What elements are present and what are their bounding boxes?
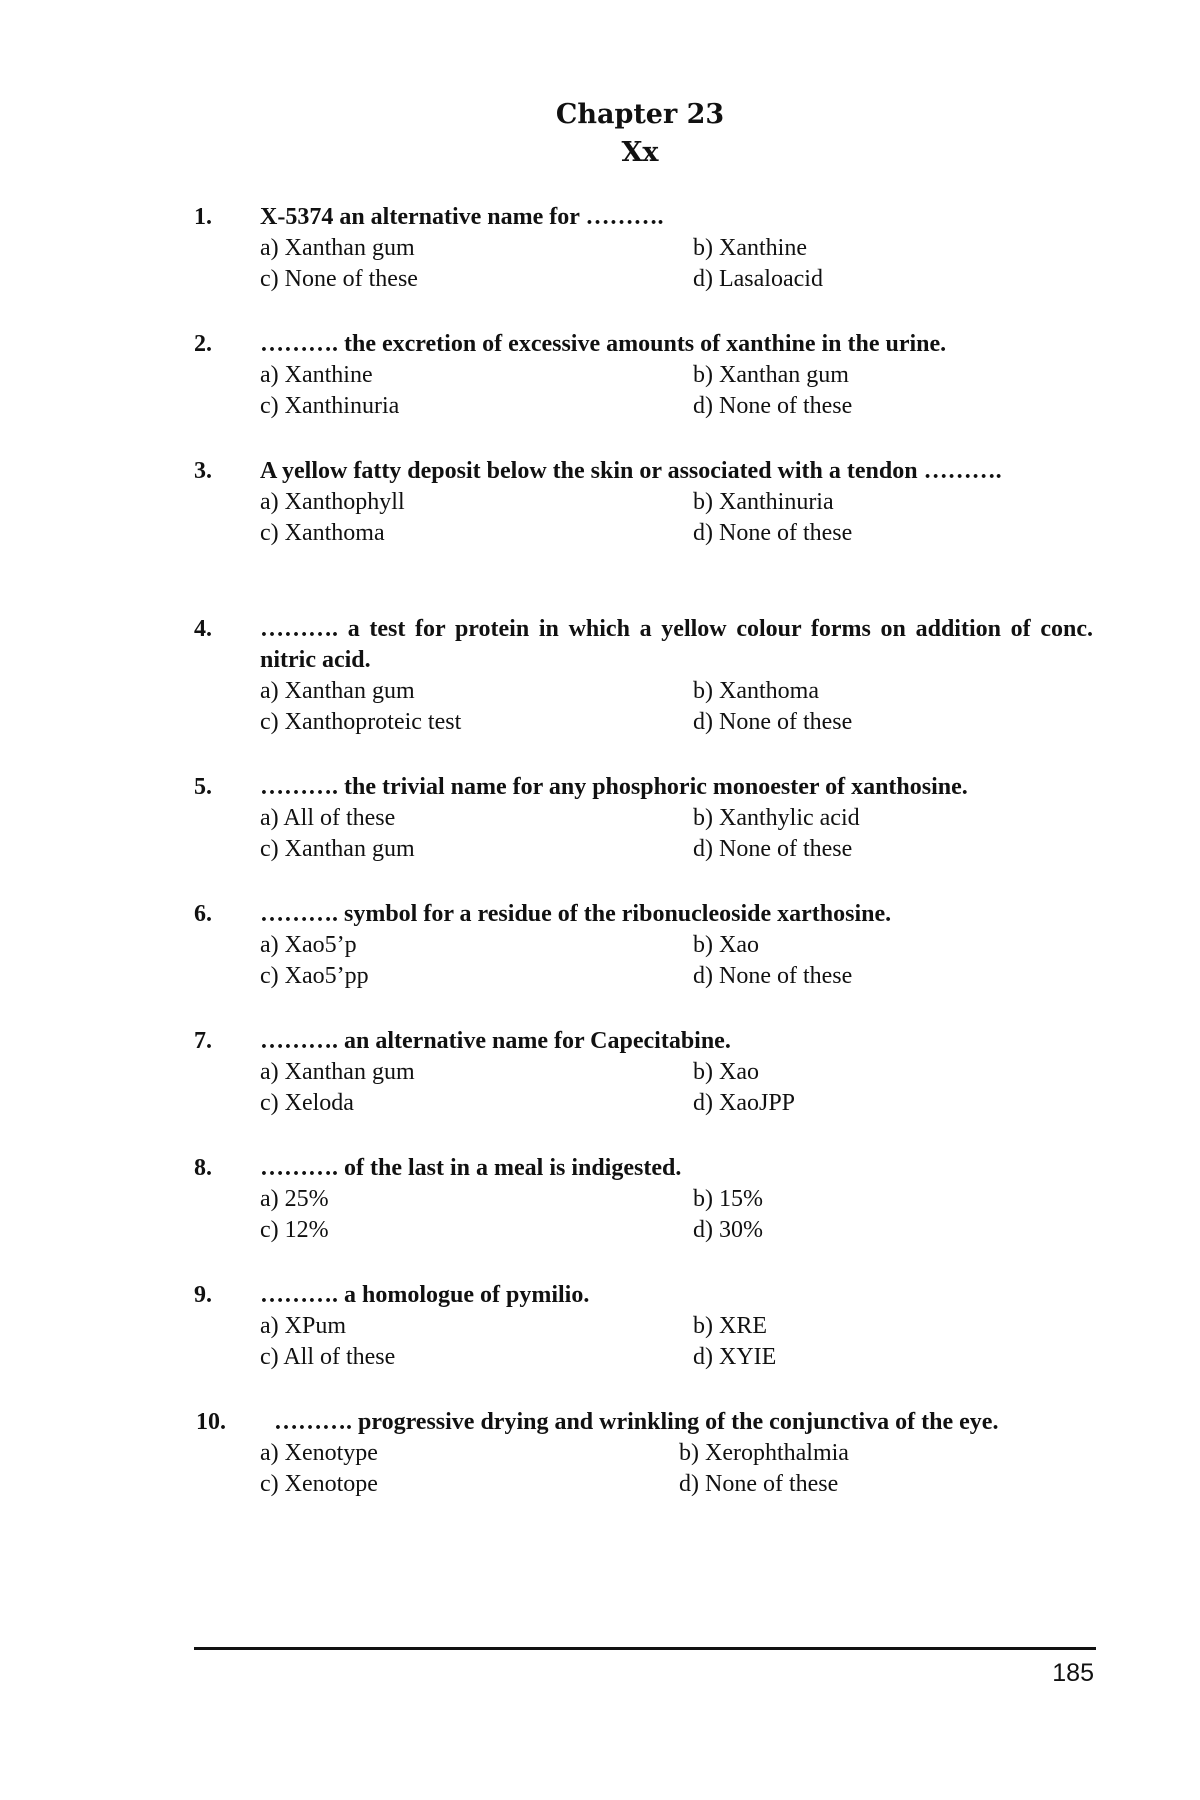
option-a: a) Xanthan gum [260, 1059, 415, 1085]
question-6 [194, 899, 1094, 1026]
option-b: b) Xanthinuria [693, 489, 834, 515]
option-d: d) Lasaloacid [693, 266, 823, 292]
option-grid [260, 930, 1093, 992]
option-c: c) Xanthoproteic test [260, 709, 462, 735]
option-a: a) Xenotype [260, 1440, 378, 1466]
option-c: c) Xao5’pp [260, 963, 369, 989]
question-7 [194, 1026, 1094, 1153]
option-grid [260, 1184, 1093, 1246]
question-5 [194, 772, 1094, 899]
question-body [260, 1407, 1094, 1500]
option-d: d) None of these [693, 709, 853, 735]
question-number: 1. [194, 204, 212, 230]
option-grid [260, 360, 1093, 422]
question-text: ………. symbol for a residue of the ribonucleoside xarthosine. [260, 901, 892, 927]
question-number: 7. [194, 1028, 212, 1054]
question-9 [194, 1280, 1094, 1407]
question-1 [194, 202, 1094, 329]
question-number: 5. [194, 774, 212, 800]
question-body [260, 1280, 1093, 1373]
question-number: 6. [194, 901, 212, 927]
option-grid [260, 487, 1093, 549]
footer-divider [194, 1647, 1096, 1650]
question-number: 9. [194, 1282, 212, 1308]
option-b: b) Xanthine [693, 235, 807, 261]
option-a: a) Xanthophyll [260, 489, 405, 515]
question-3 [194, 456, 1094, 614]
option-c: c) Xanthoma [260, 520, 385, 546]
option-b: b) Xao [693, 932, 759, 958]
option-c: c) Xanthan gum [260, 836, 415, 862]
option-d: d) None of these [693, 393, 853, 419]
option-c: c) All of these [260, 1344, 396, 1370]
option-b: b) XRE [693, 1313, 767, 1339]
chapter-title: Chapter 23 [555, 99, 725, 130]
question-body [260, 1153, 1093, 1246]
question-8 [194, 1153, 1094, 1280]
option-c: c) Xenotope [260, 1471, 378, 1497]
question-body [260, 202, 1093, 295]
option-a: a) All of these [260, 805, 396, 831]
question-text: X-5374 an alternative name for ………. [260, 204, 664, 230]
option-a: a) Xanthan gum [260, 235, 415, 261]
question-number: 2. [194, 331, 212, 357]
option-d: d) None of these [679, 1471, 839, 1497]
option-d: d) XYIE [693, 1344, 777, 1370]
question-number: 10. [196, 1409, 226, 1435]
option-grid [260, 1438, 1094, 1500]
option-d: d) None of these [693, 836, 853, 862]
question-text: ………. of the last in a meal is indigested. [260, 1155, 682, 1181]
chapter-header [40, 96, 1200, 172]
question-10 [194, 1407, 1094, 1534]
option-a: a) Xao5’p [260, 932, 357, 958]
question-body [260, 772, 1093, 865]
question-text: ………. progressive drying and wrinkling of the conjunctiva of the eye. [274, 1409, 999, 1435]
option-c: c) Xeloda [260, 1090, 354, 1116]
option-b: b) Xanthoma [693, 678, 819, 704]
option-b: b) Xanthylic acid [693, 805, 860, 831]
question-list [194, 202, 1094, 1534]
option-grid [260, 676, 1093, 738]
option-d: d) XaoJPP [693, 1090, 796, 1116]
page-number: 185 [1052, 1659, 1094, 1687]
question-text: ………. a test for protein in which a yellow colour forms on addition of conc. nitric acid. [260, 616, 1093, 673]
question-body [260, 329, 1093, 422]
option-d: d) 30% [693, 1217, 763, 1243]
option-grid [260, 233, 1093, 295]
option-a: a) XPum [260, 1313, 346, 1339]
question-body [260, 456, 1093, 549]
option-a: a) Xanthine [260, 362, 373, 388]
option-a: a) Xanthan gum [260, 678, 415, 704]
chapter-subtitle: Xx [621, 137, 659, 168]
option-c: c) None of these [260, 266, 418, 292]
option-b: b) Xanthan gum [693, 362, 849, 388]
question-text: ………. a homologue of pymilio. [260, 1282, 590, 1308]
question-text: ………. the trivial name for any phosphoric monoester of xanthosine. [260, 774, 968, 800]
question-body [260, 614, 1093, 738]
option-grid [260, 1057, 1093, 1119]
option-b: b) Xao [693, 1059, 759, 1085]
question-body [260, 1026, 1093, 1119]
option-c: c) 12% [260, 1217, 329, 1243]
question-text: ………. the excretion of excessive amounts of xanthine in the urine. [260, 331, 947, 357]
option-c: c) Xanthinuria [260, 393, 400, 419]
option-b: b) Xerophthalmia [679, 1440, 849, 1466]
question-number: 4. [194, 616, 212, 642]
question-text: A yellow fatty deposit below the skin or associated with a tendon ………. [260, 458, 1002, 484]
question-4 [194, 614, 1094, 772]
question-number: 3. [194, 458, 212, 484]
question-number: 8. [194, 1155, 212, 1181]
option-b: b) 15% [693, 1186, 763, 1212]
option-grid [260, 1311, 1093, 1373]
option-grid [260, 803, 1093, 865]
option-a: a) 25% [260, 1186, 329, 1212]
option-d: d) None of these [693, 520, 853, 546]
option-d: d) None of these [693, 963, 853, 989]
question-2 [194, 329, 1094, 456]
question-body [260, 899, 1093, 992]
question-text: ………. an alternative name for Capecitabine. [260, 1028, 731, 1054]
